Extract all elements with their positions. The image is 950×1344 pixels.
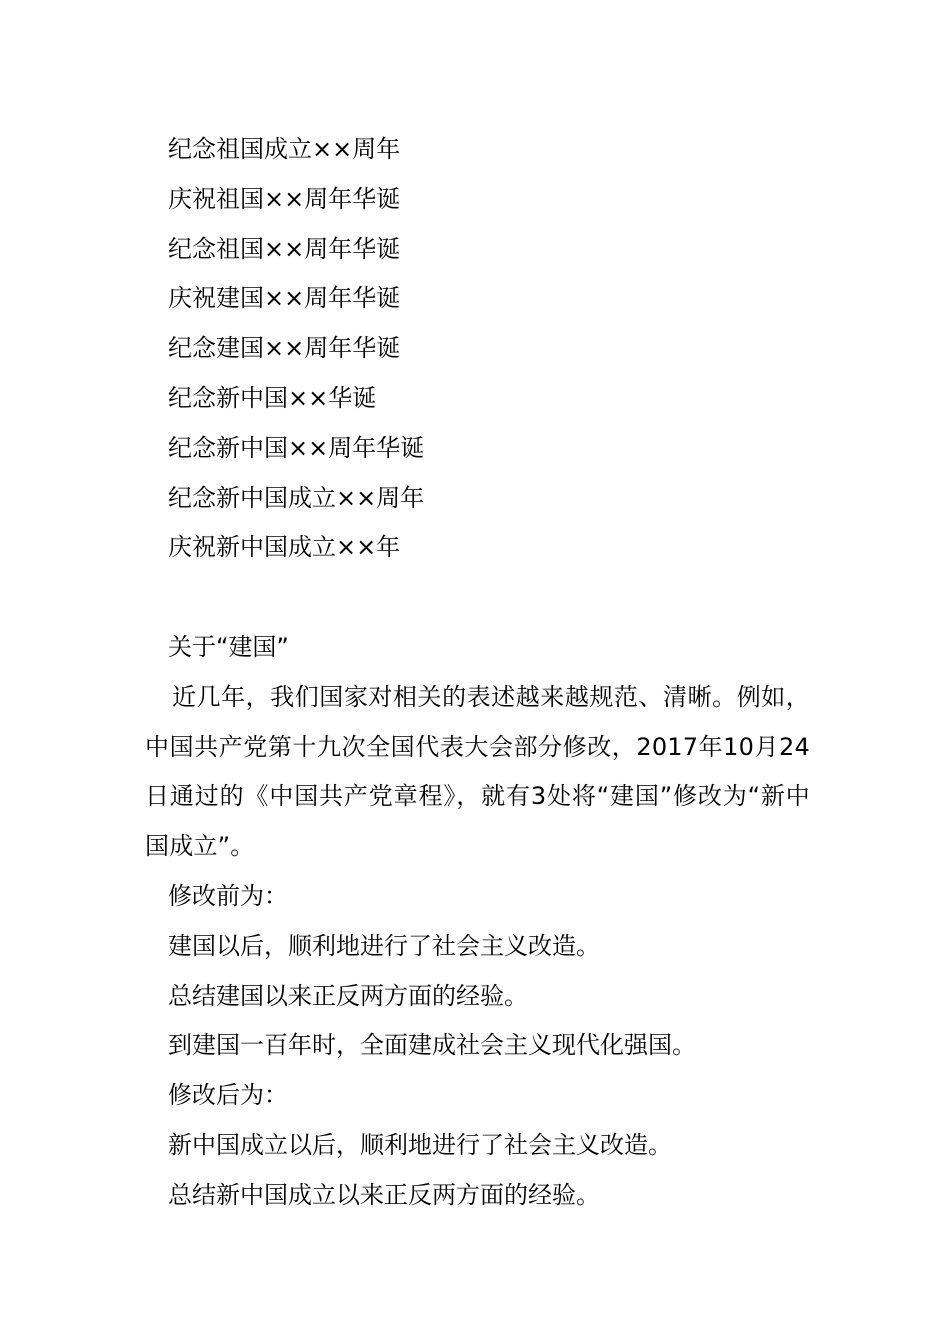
before-item: 建国以后，顺利地进行了社会主义改造。: [168, 931, 600, 960]
phrase-list-item: 庆祝新中国成立××年: [168, 533, 401, 562]
phrase-list-item: 纪念建国××周年华诞: [168, 334, 401, 363]
document-body: [145, 125, 810, 1221]
before-item: 到建国一百年时，全面建成社会主义现代化强国。: [168, 1031, 696, 1060]
phrase-list-item: 纪念新中国××周年华诞: [168, 433, 425, 462]
phrase-list-item: 纪念新中国成立××周年: [168, 483, 425, 512]
after-label: 修改后为：: [168, 1081, 288, 1110]
before-item: 总结建国以来正反两方面的经验。: [168, 981, 528, 1010]
before-label: 修改前为：: [168, 881, 288, 910]
after-item: 新中国成立以后，顺利地进行了社会主义改造。: [168, 1130, 672, 1159]
phrase-list-item: 纪念新中国××华诞: [168, 383, 377, 412]
phrase-list-item: 庆祝祖国××周年华诞: [168, 184, 401, 213]
body-paragraph: 近几年，我们国家对相关的表述越来越规范、清晰。例如，中国共产党第十九次全国代表大会部分修改，2017年10月24日通过的《中国共产党章程》，就有3处将“建国”修改为“新中国成立”。: [145, 682, 810, 861]
phrase-list-item: 纪念祖国××周年华诞: [168, 234, 401, 263]
blank-line: [145, 573, 810, 623]
after-item: 总结新中国成立以来正反两方面的经验。: [168, 1180, 600, 1209]
section-heading: 关于“建国”: [168, 632, 289, 661]
phrase-list-item: 庆祝建国××周年华诞: [168, 284, 401, 313]
phrase-list-item: 纪念祖国成立××周年: [168, 135, 401, 163]
